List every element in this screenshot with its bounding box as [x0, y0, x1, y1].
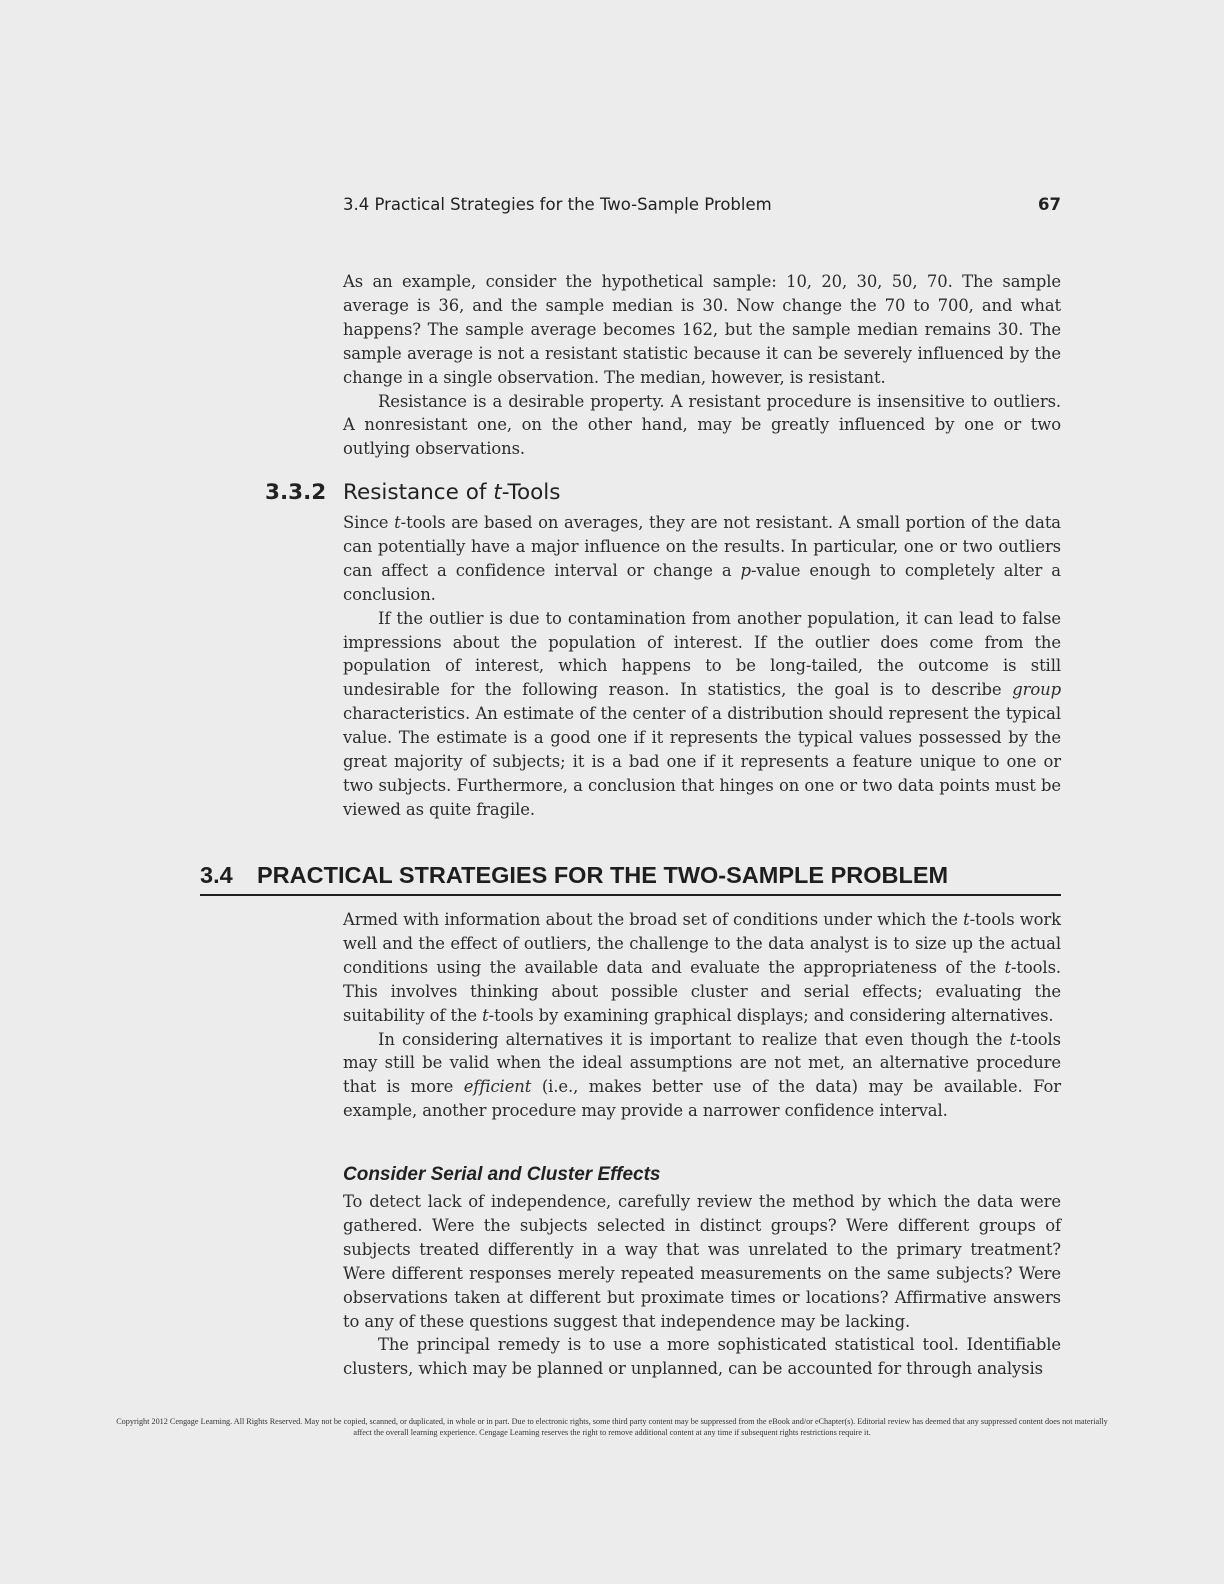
- serial-cluster-block: [343, 1164, 1061, 1381]
- subsection-paragraph-2: If the outlier is due to contamination from another population, it can lead to false impressions about the population of interest. If the outlier does come from the population of interest, which happens to be long-tailed, the outcome is still undesirable for the following reason. In statistics, the goal is to describe group characteristics. An estimate of the center of a distribution should represent the typical value. The estimate is a good one if it represents the typical values possessed by the great majority of subjects; it is a bad one if it represents a feature unique to one or two subjects. Furthermore, a conclusion that hinges on one or two data points must be viewed as quite fragile.: [343, 608, 1061, 819]
- subsection-paragraph-1: Since t-tools are based on averages, they are not resistant. A small portion of the data can potentially have a major influence on the results. In particular, one or two outliers can affect a confidence interval or change a p-value enough to completely alter a conclusion.: [343, 513, 1061, 604]
- running-head-title: 3.4 Practical Strategies for the Two-Sample Problem: [343, 195, 772, 214]
- running-head: [343, 195, 1061, 214]
- section-number: 3.4: [200, 862, 233, 888]
- subsection-body: [343, 511, 1061, 822]
- intro-paragraph-1: As an example, consider the hypothetical sample: 10, 20, 30, 50, 70. The sample average is 36, and the sample median is 30. Now change the 70 to 700, and what happens? The sample average becomes 162, but the sample median remains 30. The sample average is not a resistant statistic because it can be severely influenced by the change in a single observation. The median, however, is resistant.: [343, 272, 1061, 387]
- section-body: [343, 908, 1061, 1123]
- section-title: PRACTICAL STRATEGIES FOR THE TWO-SAMPLE PROBLEM: [257, 862, 949, 888]
- section-heading: [200, 862, 1061, 896]
- intro-paragraph-2: Resistance is a desirable property. A resistant procedure is insensitive to outliers. A nonresistant one, on the other hand, may be greatly influenced by one or two outlying observations.: [343, 391, 1061, 459]
- subsection-heading: [265, 480, 1065, 505]
- serial-cluster-paragraph-1: To detect lack of independence, carefully review the method by which the data were gathered. Were the subjects selected in distinct groups? Were different groups of subjects treated differently in a way that was unrelated to the primary treatment? Were different responses merely repeated measurements on the same subjects? Were observations taken at different but proximate times or locations? Affirmative answers to any of these questions suggest that independence may be lacking.: [343, 1192, 1061, 1331]
- page-number: 67: [1038, 195, 1061, 214]
- serial-cluster-paragraph-2: The principal remedy is to use a more sophisticated statistical tool. Identifiable clusters, which may be planned or unplanned, can be accounted for through analysis: [343, 1335, 1061, 1379]
- section-paragraph-1: Armed with information about the broad set of conditions under which the t-tools work well and the effect of outliers, the challenge to the data analyst is to size up the actual conditions using the available data and evaluate the appropriateness of the t-tools. This involves thinking about possible cluster and serial effects; evaluating the suitability of the t-tools by examining graphical displays; and considering alternatives.: [343, 910, 1061, 1025]
- paragraph-heading: Consider Serial and Cluster Effects: [343, 1164, 661, 1185]
- copyright-notice: Copyright 2012 Cengage Learning. All Rights Reserved. May not be copied, scanned, or duplicated, in whole or in part. Due to electronic rights, some third party content may be suppressed from the eBook and/or eChapter(s). Editorial review has deemed that any suppressed content does not materially affect the overall learning experience. Cengage Learning reserves the right to remove additional content at any time if subsequent rights restrictions require it.: [116, 1417, 1108, 1437]
- subsection-number: 3.3.2: [265, 480, 327, 505]
- intro-block: [343, 270, 1061, 461]
- section-paragraph-2: In considering alternatives it is important to realize that even though the t-tools may still be valid when the ideal assumptions are not met, an alternative procedure that is more efficient (i.e., makes better use of the data) may be available. For example, another procedure may provide a narrower confidence interval.: [343, 1029, 1061, 1121]
- subsection-title: Resistance of t-Tools: [343, 480, 561, 505]
